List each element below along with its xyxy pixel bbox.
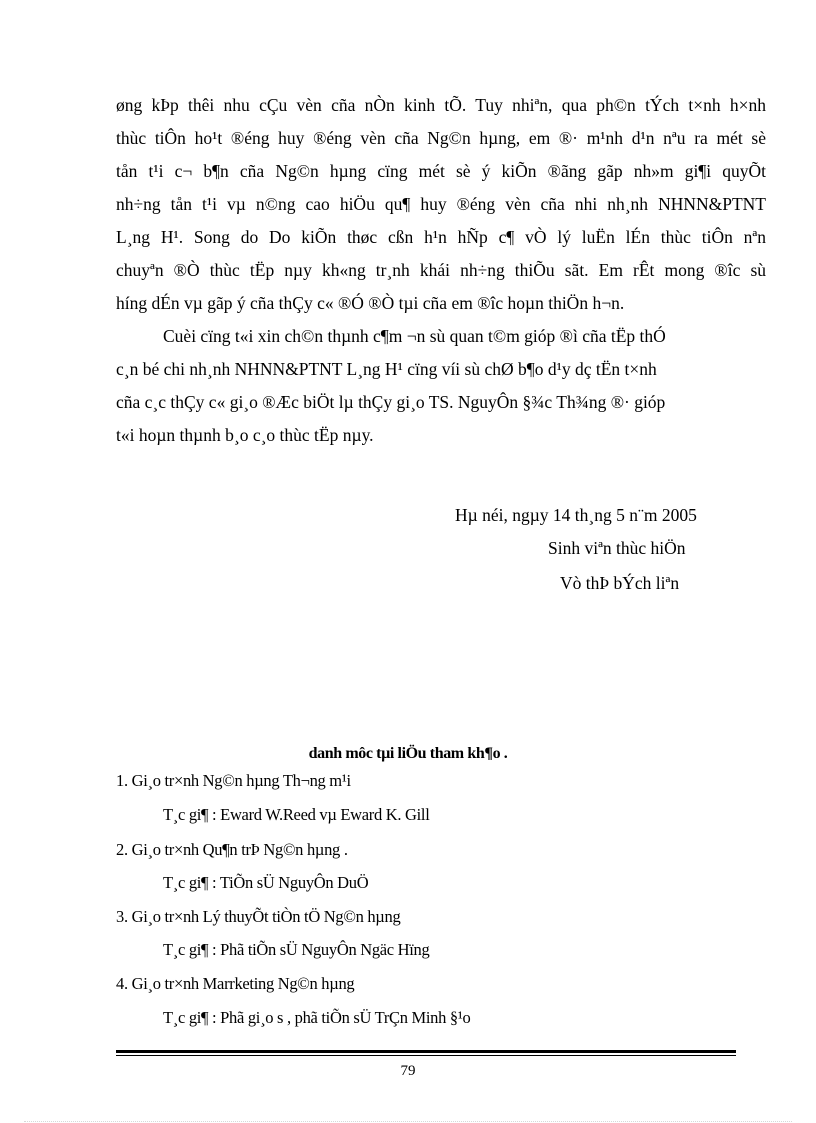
reference-author: T¸c gi¶ : Phã tiÕn sÜ NguyÔn Ngäc Hïng	[163, 940, 430, 959]
paragraph-1-line: øng kÞp thêi nhu cÇu vèn cña nÒn kinh tÕ. Tuy nhiªn, qua ph©n tÝch t×nh h×nh	[116, 95, 766, 115]
reference-author: T¸c gi¶ : Phã gi¸o s , phã tiÕn sÜ TrÇn Minh §¹o	[163, 1008, 471, 1027]
paragraph-2-line: cña c¸c thÇy c« gi¸o ®Æc biÖt lµ thÇy gi¸o TS. NguyÔn §¾c Th¾ng ®· gióp	[116, 392, 666, 412]
signature-name: Vò thÞ bÝch liªn	[560, 573, 680, 593]
paragraph-1-line: L¸ng H¹. Song do Do kiÕn thøc cßn h¹n hÑp c¶ vÒ lý luËn lÉn thùc tiÔn nªn	[116, 227, 766, 247]
page-number: 79	[400, 1063, 416, 1079]
reference-author: T¸c gi¶ : Eward W.Reed vµ Eward K. Gill	[163, 805, 430, 824]
paragraph-2-line: c¸n bé chi nh¸nh NHNN&PTNT L¸ng H¹ cïng víi sù chØ b¶o d¹y dç tËn t×nh	[116, 359, 657, 379]
paragraph-1-line: híng dÉn vµ gãp ý cña thÇy c« ®Ó ®Ò tµi cña em ®îc hoµn thiÖn h¬n.	[116, 293, 625, 313]
paragraph-2-line: Cuèi cïng t«i xin ch©n thµnh c¶m ¬n sù quan t©m gióp ®ì cña tËp thÓ	[163, 326, 666, 346]
paragraph-1-line: nh÷ng tån t¹i vµ n©ng cao hiÖu qu¶ huy ®éng vèn cña nhi nh¸nh NHNN&PTNT	[116, 194, 766, 214]
paragraph-1-line: chuyªn ®Ò thùc tËp nµy kh«ng tr¸nh khái nh÷ng thiÕu sãt. Em rÊt mong ®îc sù	[116, 260, 766, 280]
reference-title: 2. Gi¸o tr×nh Qu¶n trÞ Ng©n hµng .	[116, 840, 348, 859]
reference-title: 1. Gi¸o tr×nh Ng©n hµng Th¬ng m¹i	[116, 771, 351, 790]
paragraph-2-line: t«i hoµn thµnh b¸o c¸o thùc tËp nµy.	[116, 425, 374, 445]
paragraph-1-line: thùc tiÔn ho¹t ®éng huy ®éng vèn cña Ng©n hµng, em ®· m¹nh d¹n nªu ra mét sè	[116, 128, 766, 148]
signature-date: Hµ néi, ngµy 14 th¸ng 5 n¨m 2005	[455, 505, 697, 525]
reference-title: 4. Gi¸o tr×nh Marrketing Ng©n hµng	[116, 974, 355, 993]
page-bottom-border	[24, 1121, 792, 1122]
references-title: danh môc tµi liÖu tham kh¶o .	[308, 745, 508, 762]
paragraph-1-line: tån t¹i c¬ b¶n cña Ng©n hµng cïng mét sè ý kiÕn ®ãng gãp nh»m gi¶i quyÕt	[116, 161, 766, 181]
footer-rule-thin	[116, 1055, 736, 1056]
reference-author: T¸c gi¶ : TiÕn sÜ NguyÔn DuÖ	[163, 873, 369, 892]
reference-title: 3. Gi¸o tr×nh Lý thuyÕt tiÒn tÖ Ng©n hµng	[116, 907, 401, 926]
footer-rule-thick	[116, 1050, 736, 1053]
signature-role: Sinh viªn thùc hiÖn	[548, 538, 686, 558]
